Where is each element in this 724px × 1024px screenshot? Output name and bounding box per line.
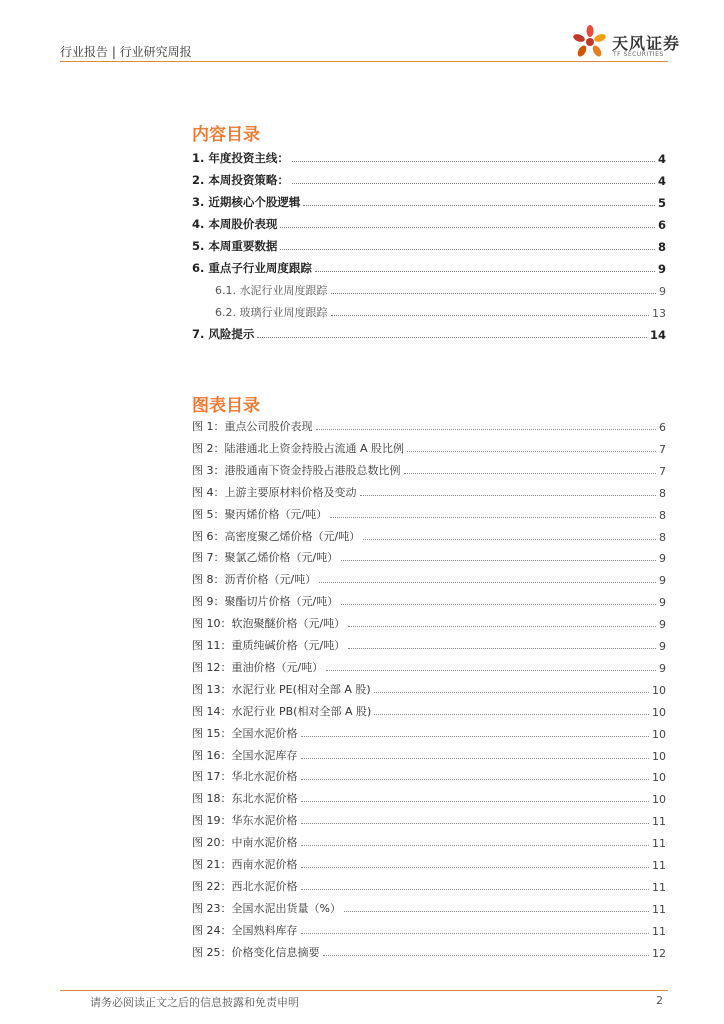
toc-entry-label: 5. 本周重要数据 — [192, 239, 278, 253]
dot-leader — [301, 932, 650, 934]
dot-leader — [363, 538, 656, 540]
figure-entry-label: 图 2：陆港通北上资金持股占流通 A 股比例 — [192, 441, 405, 455]
figure-entry-page: 10 — [652, 749, 666, 763]
figure-entry-label: 图 3：港股通南下资金持股占港股总数比例 — [192, 463, 401, 477]
dot-leader — [316, 428, 657, 430]
toc-title: 内容目录 — [192, 125, 260, 145]
page-number: 2 — [656, 994, 663, 1007]
toc-entry[interactable] — [192, 326, 666, 342]
figure-entry[interactable] — [192, 944, 666, 960]
toc-entry[interactable] — [192, 150, 666, 166]
dot-leader — [374, 691, 649, 693]
figure-entry[interactable] — [192, 725, 666, 741]
figure-entry-label: 图 16：全国水泥库存 — [192, 748, 298, 762]
figure-entry-label: 图 20：中南水泥价格 — [192, 836, 298, 850]
figure-entry[interactable] — [192, 900, 666, 916]
figure-entry[interactable] — [192, 637, 666, 653]
dot-leader — [319, 581, 656, 583]
toc-entry-page: 5 — [657, 196, 666, 210]
dot-leader — [348, 625, 656, 627]
dot-leader — [374, 713, 649, 715]
figure-entry[interactable] — [192, 571, 666, 587]
figure-entry[interactable] — [192, 528, 666, 544]
figure-entry-page: 12 — [652, 946, 666, 960]
figure-entry-label: 图 9：聚酯切片价格（元/吨） — [192, 595, 339, 609]
toc-entry[interactable] — [215, 304, 666, 320]
figures-title: 图表目录 — [192, 396, 260, 416]
figure-entry-label: 图 23：全国水泥出货量（%） — [192, 901, 341, 915]
dot-leader — [303, 204, 655, 206]
figure-entry-page: 11 — [652, 924, 666, 938]
figure-entry[interactable] — [192, 878, 666, 894]
figure-entry[interactable] — [192, 659, 666, 675]
figure-entry[interactable] — [192, 593, 666, 609]
dot-leader — [330, 516, 656, 518]
toc-entry-label: 7. 风险提示 — [192, 327, 255, 341]
footer-disclaimer: 请务必阅读正文之后的信息披露和免责申明 — [90, 996, 299, 1009]
dot-leader — [341, 603, 656, 605]
dot-leader — [301, 822, 650, 824]
dot-leader — [331, 292, 657, 294]
figure-entry-page: 9 — [659, 596, 666, 610]
figure-entry-label: 图 14：水泥行业 PB(相对全部 A 股) — [192, 704, 372, 718]
figure-entry-page: 11 — [652, 815, 666, 829]
figure-entry-page: 9 — [659, 552, 666, 566]
toc-entry-page: 6 — [657, 218, 666, 232]
dot-leader — [407, 450, 656, 452]
toc-entry-label: 6.1. 水泥行业周度跟踪 — [215, 284, 328, 297]
toc-entry[interactable] — [215, 282, 666, 298]
dot-leader — [301, 778, 650, 780]
brand-logo — [570, 22, 680, 62]
figure-entry-label: 图 21：西南水泥价格 — [192, 858, 298, 871]
dot-leader — [326, 669, 656, 671]
dot-leader — [301, 757, 650, 759]
toc-entry-page: 8 — [657, 240, 666, 254]
dot-leader — [257, 336, 647, 338]
toc-entry[interactable] — [192, 260, 666, 276]
figure-entry-page: 10 — [652, 705, 666, 719]
dot-leader — [292, 160, 655, 162]
figure-entry[interactable] — [192, 768, 666, 784]
figure-entry-label: 图 25：价格变化信息摘要 — [192, 945, 320, 959]
toc-entry-page: 13 — [652, 307, 666, 320]
dot-leader — [292, 182, 655, 184]
toc-entry[interactable] — [192, 172, 666, 188]
dot-leader — [323, 954, 650, 956]
dot-leader — [301, 844, 650, 846]
figure-entry-label: 图 8：沥青价格（元/吨） — [192, 573, 317, 587]
dot-leader — [341, 559, 656, 561]
figure-entry[interactable] — [192, 856, 666, 872]
figure-entry-page: 8 — [659, 530, 666, 544]
figure-entry-page: 9 — [659, 640, 666, 653]
toc-entry-label: 6.2. 玻璃行业周度跟踪 — [215, 306, 328, 319]
figure-entry-page: 10 — [652, 793, 666, 807]
figure-entry-label: 图 18：东北水泥价格 — [192, 792, 298, 806]
figure-entry-page: 10 — [652, 771, 666, 785]
toc-entry[interactable] — [192, 238, 666, 254]
figure-entry-page: 9 — [659, 661, 666, 675]
figure-entry-page: 9 — [659, 618, 666, 632]
figure-entry[interactable] — [192, 418, 666, 434]
figure-entry-page: 7 — [659, 442, 666, 456]
figure-entry-page: 10 — [652, 727, 666, 741]
toc-entry-page: 14 — [649, 328, 666, 342]
figure-entry-page: 11 — [652, 859, 666, 872]
dot-leader — [280, 226, 655, 228]
figure-entry-page: 9 — [659, 574, 666, 588]
dot-leader — [348, 647, 656, 649]
figure-entry-label: 图 12：重油价格（元/吨） — [192, 660, 324, 674]
toc-entry[interactable] — [192, 194, 666, 210]
dot-leader — [344, 910, 649, 912]
figure-entry-label: 图 5：聚丙烯价格（元/吨） — [192, 507, 328, 521]
figure-entry[interactable] — [192, 812, 666, 828]
figure-entry[interactable] — [192, 747, 666, 763]
figure-entry-label: 图 7：聚氯乙烯价格（元/吨） — [192, 551, 339, 565]
figure-entry-page: 11 — [652, 880, 666, 894]
brand-name: 天风证券 — [612, 34, 681, 53]
toc-entry-label: 3. 近期核心个股逻辑 — [192, 195, 301, 209]
figure-entry-page: 8 — [659, 508, 666, 522]
figure-entry[interactable] — [192, 549, 666, 565]
figure-entry-page: 10 — [652, 683, 666, 697]
figure-entry-label: 图 15：全国水泥价格 — [192, 726, 298, 740]
toc-entry-label: 6. 重点子行业周度跟踪 — [192, 261, 312, 275]
dot-leader — [301, 735, 650, 737]
figure-entry[interactable] — [192, 790, 666, 806]
toc-entry-page: 4 — [657, 174, 666, 188]
figure-entry-label: 图 1：重点公司股价表现 — [192, 420, 313, 433]
figure-entry-page: 8 — [659, 486, 666, 500]
figure-entry-label: 图 10：软泡聚醚价格（元/吨） — [192, 617, 346, 631]
figure-entry-page: 11 — [652, 837, 666, 851]
dot-leader — [331, 314, 650, 316]
figure-entry[interactable] — [192, 922, 666, 938]
toc-entry-label: 2. 本周投资策略： — [192, 173, 289, 187]
footer-rule — [60, 990, 668, 991]
figure-entry[interactable] — [192, 703, 666, 719]
figure-entry-page: 6 — [659, 421, 666, 434]
page-header — [0, 0, 724, 62]
brand-subtitle: TF SECURITIES — [613, 51, 664, 58]
toc-entry-page: 4 — [657, 152, 666, 166]
figure-entry-label: 图 24：全国熟料库存 — [192, 923, 298, 937]
header-rule — [60, 61, 668, 62]
figure-entry-label: 图 19：华东水泥价格 — [192, 814, 298, 828]
figure-entry[interactable] — [192, 615, 666, 631]
figure-entry-label: 图 13：水泥行业 PE(相对全部 A 股) — [192, 682, 371, 696]
figure-entry-label: 图 17：华北水泥价格 — [192, 770, 298, 784]
figure-entry-label: 图 6：高密度聚乙烯价格（元/吨） — [192, 529, 361, 543]
toc-entry[interactable] — [192, 216, 666, 232]
toc-entry-label: 4. 本周股价表现 — [192, 217, 278, 231]
figure-entry-label: 图 4：上游主要原材料价格及变动 — [192, 485, 357, 499]
toc-entry-page: 9 — [657, 262, 666, 276]
report-type-label: 行业报告 | 行业研究周报 — [60, 45, 192, 59]
dot-leader — [301, 866, 650, 868]
figure-entry[interactable] — [192, 506, 666, 522]
dot-leader — [301, 888, 650, 890]
figure-entry-label: 图 22：西北水泥价格 — [192, 879, 298, 893]
dot-leader — [404, 472, 657, 474]
figure-entry[interactable] — [192, 484, 666, 500]
toc-entry-page: 9 — [659, 285, 666, 298]
figure-entry-page: 7 — [659, 464, 666, 478]
figure-entry[interactable] — [192, 681, 666, 697]
dot-leader — [360, 494, 657, 496]
figure-entry[interactable] — [192, 440, 666, 456]
figure-entry[interactable] — [192, 834, 666, 850]
figure-entry-page: 11 — [652, 902, 666, 916]
toc-entry-label: 1. 年度投资主线： — [192, 151, 289, 165]
flower-logo-icon — [570, 22, 610, 62]
figure-entry[interactable] — [192, 462, 666, 478]
dot-leader — [301, 800, 650, 802]
figure-entry-label: 图 11：重质纯碱价格（元/吨） — [192, 639, 346, 652]
dot-leader — [315, 270, 655, 272]
dot-leader — [280, 248, 655, 250]
